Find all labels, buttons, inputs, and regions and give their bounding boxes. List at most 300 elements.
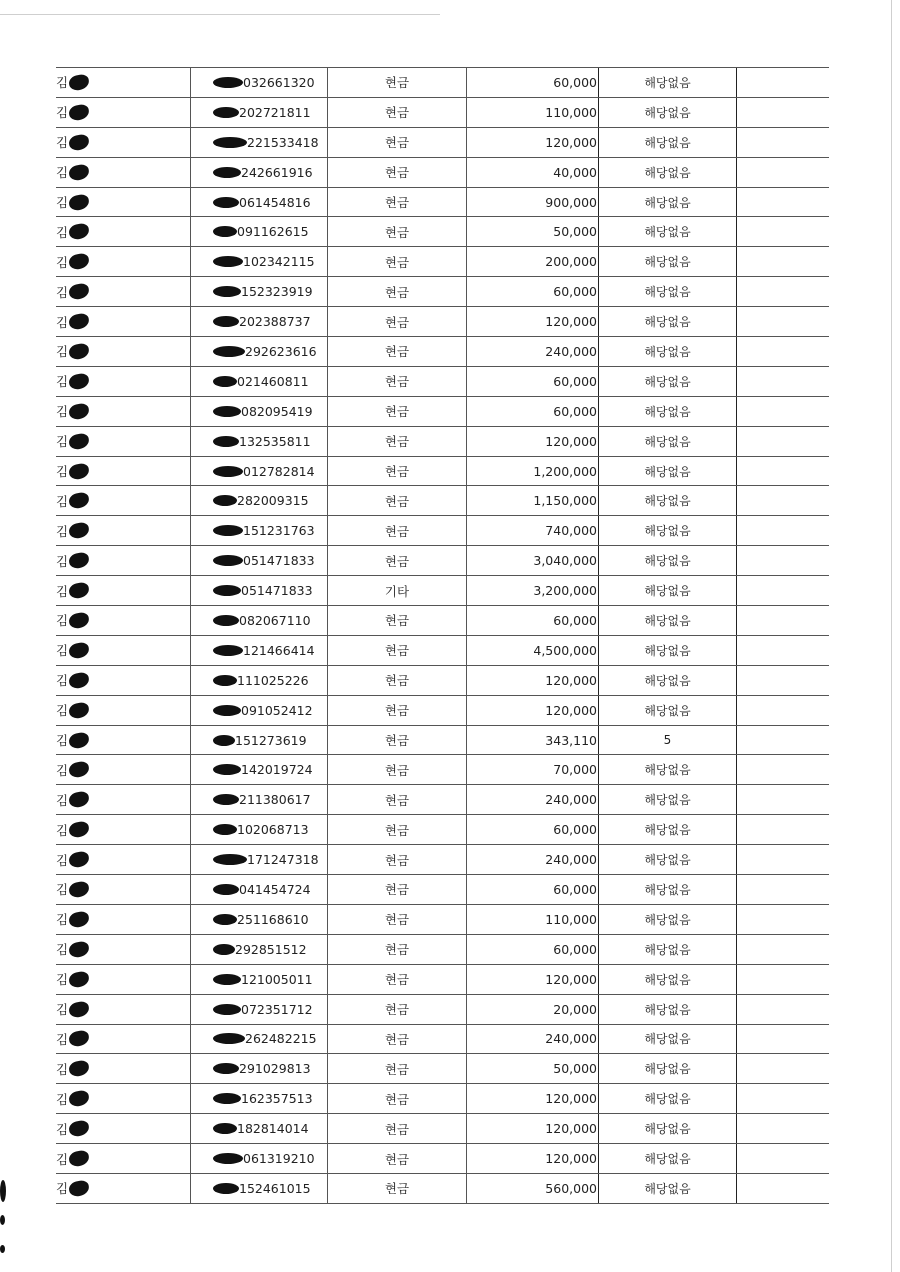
amount-cell: 50,000 — [467, 1054, 599, 1083]
redaction-mark — [68, 671, 90, 689]
id-text: 242661916 — [241, 164, 313, 180]
payment-type-cell: 현금 — [328, 606, 467, 635]
empty-cell — [737, 1084, 829, 1113]
scan-edge-mark — [0, 1245, 5, 1253]
status-cell: 해당없음 — [599, 486, 737, 515]
status-cell: 해당없음 — [599, 188, 737, 217]
redaction-mark — [68, 133, 90, 151]
name-text: 김 — [56, 195, 69, 210]
name-text: 김 — [56, 224, 69, 240]
id-cell — [191, 546, 328, 575]
empty-cell — [737, 98, 829, 127]
id-text: 291029813 — [239, 1061, 311, 1077]
id-text: 262482215 — [245, 1031, 317, 1047]
payment-type-cell: 현금 — [328, 875, 467, 904]
name-text: 김 — [56, 762, 69, 778]
status-cell: 해당없음 — [599, 1084, 737, 1113]
redaction-mark — [68, 313, 90, 331]
name-cell — [56, 247, 191, 276]
table-row — [56, 217, 829, 247]
name-cell — [56, 696, 191, 725]
empty-cell — [737, 636, 829, 665]
amount-cell: 50,000 — [467, 217, 599, 246]
amount-cell: 240,000 — [467, 785, 599, 814]
redaction-mark — [68, 432, 90, 450]
name-cell — [56, 516, 191, 545]
payment-type-cell: 현금 — [328, 905, 467, 934]
redaction-mark — [68, 104, 90, 122]
payment-type-cell: 현금 — [328, 726, 467, 755]
table-row — [56, 905, 829, 935]
empty-cell — [737, 457, 829, 486]
table-row — [56, 98, 829, 128]
payment-type-cell: 현금 — [328, 1174, 467, 1203]
amount-cell: 343,110 — [467, 726, 599, 755]
redaction-mark — [68, 1000, 90, 1018]
redaction-mark — [213, 197, 239, 208]
id-text: 292623616 — [245, 343, 317, 359]
name-cell — [56, 277, 191, 306]
redaction-mark — [213, 525, 243, 536]
payment-type-cell: 현금 — [328, 755, 467, 784]
amount-cell: 200,000 — [467, 247, 599, 276]
name-cell — [56, 217, 191, 246]
empty-cell — [737, 905, 829, 934]
status-cell: 해당없음 — [599, 1054, 737, 1083]
payment-type-cell: 현금 — [328, 1144, 467, 1173]
amount-cell: 120,000 — [467, 427, 599, 456]
id-text: 061319210 — [243, 1151, 315, 1166]
status-cell: 해당없음 — [599, 815, 737, 844]
id-cell — [191, 457, 328, 486]
payment-type-cell: 현금 — [328, 277, 467, 306]
redaction-mark — [68, 193, 90, 211]
id-cell — [191, 337, 328, 366]
amount-cell: 70,000 — [467, 755, 599, 784]
redaction-mark — [213, 256, 243, 267]
name-cell — [56, 1114, 191, 1143]
amount-cell: 120,000 — [467, 1084, 599, 1113]
empty-cell — [737, 875, 829, 904]
table-row — [56, 696, 829, 726]
redaction-mark — [213, 1093, 241, 1104]
payment-type-cell: 현금 — [328, 68, 467, 97]
amount-cell: 3,200,000 — [467, 576, 599, 605]
id-text: 151273619 — [235, 732, 307, 748]
redaction-mark — [213, 944, 235, 955]
id-text: 051471833 — [241, 583, 313, 599]
amount-cell: 740,000 — [467, 516, 599, 545]
status-cell: 해당없음 — [599, 666, 737, 695]
status-cell: 해당없음 — [599, 935, 737, 964]
amount-cell: 60,000 — [467, 397, 599, 426]
name-cell — [56, 367, 191, 396]
redaction-mark — [68, 761, 90, 779]
name-cell — [56, 1054, 191, 1083]
id-cell — [191, 188, 328, 217]
table-row — [56, 1144, 829, 1174]
id-cell — [191, 576, 328, 605]
name-cell — [56, 337, 191, 366]
redaction-mark — [68, 373, 90, 391]
status-cell: 해당없음 — [599, 158, 737, 187]
status-cell: 해당없음 — [599, 845, 737, 874]
redaction-mark — [213, 615, 239, 626]
name-cell — [56, 875, 191, 904]
empty-cell — [737, 815, 829, 844]
name-cell — [56, 457, 191, 486]
name-cell — [56, 397, 191, 426]
payment-type-cell: 현금 — [328, 486, 467, 515]
id-cell — [191, 995, 328, 1024]
name-cell — [56, 1025, 191, 1054]
amount-cell: 110,000 — [467, 905, 599, 934]
status-cell: 해당없음 — [599, 696, 737, 725]
table-row — [56, 188, 829, 218]
redaction-mark — [68, 1180, 90, 1198]
id-text: 091052412 — [241, 702, 313, 718]
id-cell — [191, 666, 328, 695]
scan-edge-mark — [0, 1215, 5, 1225]
id-text: 142019724 — [241, 762, 313, 778]
payment-type-cell: 현금 — [328, 217, 467, 246]
redaction-mark — [68, 791, 90, 809]
amount-cell: 60,000 — [467, 815, 599, 844]
id-text: 152461015 — [239, 1180, 311, 1196]
status-cell: 해당없음 — [599, 367, 737, 396]
table-row — [56, 307, 829, 337]
payment-type-cell: 현금 — [328, 307, 467, 336]
id-cell — [191, 755, 328, 784]
redaction-mark — [213, 1153, 243, 1164]
id-text: 072351712 — [241, 1001, 313, 1017]
empty-cell — [737, 158, 829, 187]
name-text: 김 — [56, 703, 69, 719]
redaction-mark — [68, 821, 90, 839]
id-cell — [191, 965, 328, 994]
table-row — [56, 337, 829, 367]
redaction-mark — [68, 223, 90, 241]
table-row — [56, 726, 829, 756]
payment-type-cell: 현금 — [328, 367, 467, 396]
name-cell — [56, 905, 191, 934]
name-cell — [56, 636, 191, 665]
table-row — [56, 516, 829, 546]
redaction-mark — [68, 163, 90, 181]
empty-cell — [737, 68, 829, 97]
redaction-mark — [68, 940, 90, 958]
payment-type-cell: 현금 — [328, 516, 467, 545]
amount-cell: 900,000 — [467, 188, 599, 217]
table-row — [56, 158, 829, 188]
amount-cell: 120,000 — [467, 307, 599, 336]
amount-cell: 110,000 — [467, 98, 599, 127]
id-text: 211380617 — [239, 792, 311, 808]
empty-cell — [737, 666, 829, 695]
name-text: 김 — [56, 822, 69, 838]
id-text: 041454724 — [239, 881, 311, 897]
status-cell: 해당없음 — [599, 755, 737, 784]
empty-cell — [737, 935, 829, 964]
redaction-mark — [68, 1090, 90, 1108]
payment-type-cell: 현금 — [328, 696, 467, 725]
id-text: 032661320 — [243, 74, 315, 90]
id-text: 151231763 — [243, 523, 315, 539]
name-text: 김 — [56, 105, 69, 121]
id-text: 082067110 — [239, 612, 311, 628]
id-text: 251168610 — [237, 911, 309, 927]
empty-cell — [737, 1054, 829, 1083]
redaction-mark — [213, 555, 243, 566]
name-text: 김 — [56, 1181, 69, 1197]
name-text: 김 — [56, 583, 69, 599]
redaction-mark — [68, 283, 90, 301]
payment-type-cell: 현금 — [328, 845, 467, 874]
redaction-mark — [68, 492, 90, 510]
name-cell — [56, 486, 191, 515]
status-cell: 해당없음 — [599, 217, 737, 246]
redaction-mark — [68, 612, 90, 630]
status-cell: 해당없음 — [599, 307, 737, 336]
id-cell — [191, 68, 328, 97]
amount-cell: 60,000 — [467, 606, 599, 635]
redaction-mark — [213, 794, 239, 805]
empty-cell — [737, 726, 829, 755]
payment-type-cell: 현금 — [328, 815, 467, 844]
name-cell — [56, 546, 191, 575]
table-row — [56, 546, 829, 576]
amount-cell: 120,000 — [467, 696, 599, 725]
id-cell — [191, 486, 328, 515]
payment-type-cell: 현금 — [328, 188, 467, 217]
name-cell — [56, 1144, 191, 1173]
payment-type-cell: 현금 — [328, 457, 467, 486]
amount-cell: 60,000 — [467, 367, 599, 396]
empty-cell — [737, 785, 829, 814]
name-cell — [56, 995, 191, 1024]
name-text: 김 — [56, 852, 69, 868]
status-cell: 해당없음 — [599, 128, 737, 157]
redaction-mark — [213, 77, 243, 88]
table-row — [56, 815, 829, 845]
redaction-mark — [213, 705, 241, 716]
table-row — [56, 995, 829, 1025]
empty-cell — [737, 576, 829, 605]
redaction-mark — [213, 226, 237, 237]
id-cell — [191, 158, 328, 187]
id-cell — [191, 98, 328, 127]
name-cell — [56, 1084, 191, 1113]
redaction-mark — [213, 764, 241, 775]
redaction-mark — [213, 824, 237, 835]
id-text: 021460811 — [237, 373, 309, 389]
redaction-mark — [213, 436, 239, 447]
name-text: 김 — [56, 912, 69, 928]
name-text: 김 — [56, 284, 69, 300]
table-row — [56, 636, 829, 666]
redaction-mark — [213, 1063, 239, 1074]
name-cell — [56, 935, 191, 964]
amount-cell: 1,150,000 — [467, 486, 599, 515]
payment-type-cell: 현금 — [328, 427, 467, 456]
table-row — [56, 576, 829, 606]
status-cell: 해당없음 — [599, 965, 737, 994]
name-text: 김 — [56, 1061, 69, 1077]
id-cell — [191, 1114, 328, 1143]
empty-cell — [737, 277, 829, 306]
status-cell: 해당없음 — [599, 875, 737, 904]
name-cell — [56, 755, 191, 784]
redaction-mark — [213, 974, 241, 985]
name-text: 김 — [56, 1002, 69, 1018]
name-text: 김 — [56, 553, 69, 569]
status-cell: 해당없음 — [599, 905, 737, 934]
status-cell: 해당없음 — [599, 636, 737, 665]
table-row — [56, 277, 829, 307]
table-row — [56, 1174, 829, 1204]
payment-type-cell: 현금 — [328, 636, 467, 665]
redaction-mark — [213, 645, 243, 656]
name-text: 김 — [56, 374, 69, 390]
empty-cell — [737, 188, 829, 217]
redaction-mark — [68, 582, 90, 600]
scan-artifact-line — [0, 14, 440, 15]
id-text: 051471833 — [243, 553, 315, 569]
name-text: 김 — [56, 942, 69, 958]
empty-cell — [737, 546, 829, 575]
redaction-mark — [213, 466, 243, 477]
table-row — [56, 755, 829, 785]
table-row — [56, 785, 829, 815]
id-text: 282009315 — [237, 493, 309, 509]
table-row — [56, 845, 829, 875]
status-cell: 해당없음 — [599, 606, 737, 635]
status-cell: 해당없음 — [599, 68, 737, 97]
empty-cell — [737, 995, 829, 1024]
payment-type-cell: 현금 — [328, 666, 467, 695]
amount-cell: 40,000 — [467, 158, 599, 187]
redaction-mark — [213, 1004, 241, 1015]
empty-cell — [737, 1025, 829, 1054]
redaction-mark — [213, 137, 247, 148]
payment-type-cell: 현금 — [328, 1114, 467, 1143]
id-cell — [191, 815, 328, 844]
amount-cell: 120,000 — [467, 1114, 599, 1143]
amount-cell: 3,040,000 — [467, 546, 599, 575]
id-text: 162357513 — [241, 1091, 313, 1107]
redaction-mark — [213, 376, 237, 387]
amount-cell: 560,000 — [467, 1174, 599, 1203]
table-row — [56, 965, 829, 995]
redaction-mark — [68, 701, 90, 719]
redaction-mark — [68, 1030, 90, 1048]
name-text: 김 — [56, 1121, 69, 1137]
scan-edge-line — [891, 0, 892, 1272]
redaction-mark — [68, 911, 90, 929]
name-text: 김 — [56, 733, 69, 749]
table-row — [56, 666, 829, 696]
empty-cell — [737, 217, 829, 246]
redaction-mark — [68, 462, 90, 480]
name-text: 김 — [56, 1031, 69, 1047]
name-cell — [56, 845, 191, 874]
table-row — [56, 128, 829, 158]
name-text: 김 — [56, 613, 69, 629]
redaction-mark — [213, 1183, 239, 1194]
status-cell: 해당없음 — [599, 1144, 737, 1173]
name-cell — [56, 606, 191, 635]
id-text: 121005011 — [241, 971, 313, 987]
empty-cell — [737, 845, 829, 874]
id-cell — [191, 516, 328, 545]
payment-type-cell: 현금 — [328, 337, 467, 366]
amount-cell: 60,000 — [467, 277, 599, 306]
table-row — [56, 1054, 829, 1084]
table-row — [56, 397, 829, 427]
empty-cell — [737, 337, 829, 366]
empty-cell — [737, 247, 829, 276]
empty-cell — [737, 367, 829, 396]
table-row — [56, 247, 829, 277]
empty-cell — [737, 606, 829, 635]
status-cell: 해당없음 — [599, 546, 737, 575]
amount-cell: 4,500,000 — [467, 636, 599, 665]
payment-type-cell: 현금 — [328, 128, 467, 157]
amount-cell: 120,000 — [467, 965, 599, 994]
payment-type-cell: 현금 — [328, 1084, 467, 1113]
amount-cell: 60,000 — [467, 875, 599, 904]
amount-cell: 20,000 — [467, 995, 599, 1024]
empty-cell — [737, 1144, 829, 1173]
amount-cell: 240,000 — [467, 337, 599, 366]
id-text: 111025226 — [237, 672, 309, 688]
status-cell: 해당없음 — [599, 337, 737, 366]
name-cell — [56, 965, 191, 994]
empty-cell — [737, 397, 829, 426]
redaction-mark — [68, 343, 90, 361]
amount-cell: 120,000 — [467, 1144, 599, 1173]
redaction-mark — [68, 881, 90, 899]
name-cell — [56, 576, 191, 605]
id-cell — [191, 128, 328, 157]
name-cell — [56, 158, 191, 187]
id-cell — [191, 1144, 328, 1173]
table-row — [56, 875, 829, 905]
id-cell — [191, 845, 328, 874]
id-text: 182814014 — [237, 1121, 309, 1137]
name-text: 김 — [56, 673, 69, 689]
redaction-mark — [213, 167, 241, 178]
status-cell: 해당없음 — [599, 1114, 737, 1143]
redaction-mark — [68, 731, 90, 749]
name-text: 김 — [56, 643, 69, 659]
payment-type-cell: 현금 — [328, 247, 467, 276]
redaction-mark — [213, 884, 239, 895]
id-text: 121466414 — [243, 642, 315, 658]
name-cell — [56, 68, 191, 97]
id-cell — [191, 367, 328, 396]
table-row — [56, 457, 829, 487]
redaction-mark — [213, 316, 239, 327]
id-cell — [191, 427, 328, 456]
amount-cell: 240,000 — [467, 845, 599, 874]
name-text: 김 — [56, 1091, 69, 1107]
payment-type-cell: 현금 — [328, 158, 467, 187]
status-cell: 해당없음 — [599, 576, 737, 605]
redaction-mark — [68, 1150, 90, 1168]
redaction-mark — [213, 675, 237, 686]
name-cell — [56, 1174, 191, 1203]
